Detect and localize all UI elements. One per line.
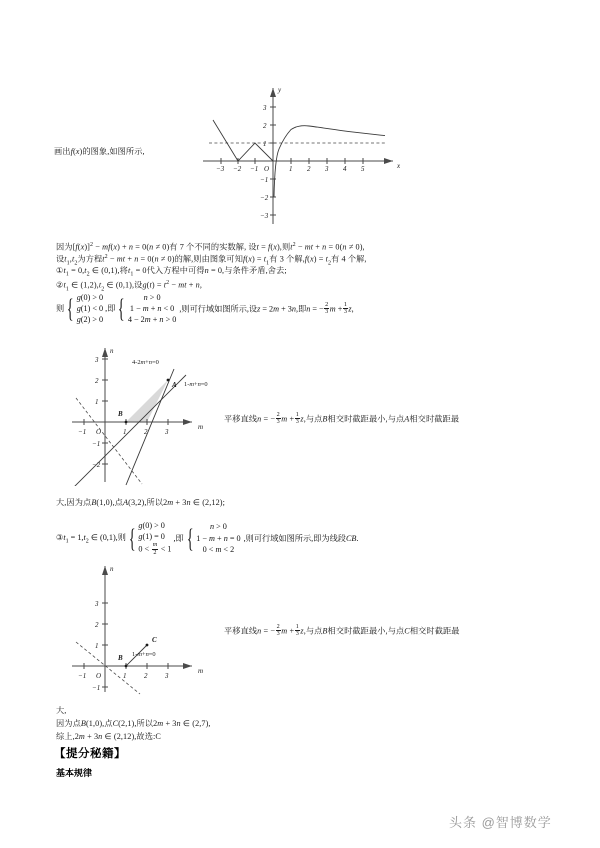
body-line-2: 设$t_1,t_2$为方程$t^2$ − mt + n = 0(n ≠ 0)的解,则由图象可知$f(x) = t_1$有 3 个解$,f(x) = t_2$有 4 个解,: [56, 254, 367, 267]
body-line-1: 因为$[f(x)]^2 - mf(x) + n = 0(n \ne 0)$有 7 个不同的实数解, 设t = f(x),则$t^2$ − mt + n = 0(n ≠ 0),: [56, 242, 365, 252]
svg-text:−1: −1: [78, 672, 87, 680]
shift-note-2: 平移直线n = − $\frac{2}{3}$ m + $\frac{1}{3}$ z,与点B相交时截距最小,与点C相交时截距最: [224, 623, 460, 638]
svg-text:−1: −1: [92, 440, 101, 448]
svg-text:2: 2: [144, 428, 148, 436]
svg-text:1: 1: [289, 165, 293, 173]
system-1-left: g(0) > 0 g(1) < 0 g(2) > 0: [76, 293, 104, 325]
watermark: 头条 @智博数学: [449, 815, 552, 830]
brace-left-4: {: [186, 523, 194, 553]
svg-text:O: O: [96, 428, 102, 436]
svg-text:B: B: [118, 410, 123, 418]
svg-text:2: 2: [263, 122, 267, 130]
svg-text:−1: −1: [260, 176, 269, 184]
svg-text:3: 3: [95, 356, 99, 364]
svg-text:x: x: [397, 162, 401, 170]
body-line-6: 大,因为点B(1,0),点A(3,2),所以2m + 3n ∈ (2,12);: [56, 498, 225, 507]
svg-text:3: 3: [95, 600, 99, 608]
body-line-3: $①t_1 = 0,t_2$ ∈ (0,1),将$t_1 = 0$代入方程中可得n = 0,与条件矛盾,舍去;: [56, 266, 287, 278]
body-line-4: $②t_1$ ∈ $(1,2),t_2$ ∈ (0,1),设$g(t) = t^2$ − mt + n,: [56, 280, 202, 293]
body-line-10: 综上,2m + 3n ∈ (2,12),故选:C: [56, 732, 161, 741]
svg-text:1: 1: [123, 672, 127, 680]
system-1-right: n > 0 1 − m + n < 0 4 − 2m + n > 0: [127, 293, 177, 325]
body-line-9: 因为点B(1,0),点C(2,1),所以2m + 3n ∈ (2,7),: [56, 719, 211, 728]
svg-text:1-m+n=0: 1-m+n=0: [132, 651, 156, 658]
svg-text:y: y: [278, 86, 282, 94]
svg-text:1: 1: [123, 428, 127, 436]
body-line-8: 大,: [56, 706, 67, 715]
svg-text:m: m: [198, 667, 204, 675]
system-1-group: 则 { g(0) > 0 g(1) < 0 g(2) > 0 ,即 { n > 0 1 − m + n < 0 4 − 2m + n > 0 ,则可行域如图所示,设z = 2m + 3n,即n = − $\frac{2}{3}$ m + $\frac{1}{3}$ z,: [56, 293, 354, 325]
svg-text:2: 2: [307, 165, 311, 173]
system-2-group: $③t_1 = 1,t_2$ ∈ (0,1),则 { g(0) > 0 g(1) = 0 0 < $\frac{m}{2}$ < 1 ,即 { n > 0 1 − m + n = 0 0 < m < 2 ,则可行域如图所示,即为线段CB.: [56, 521, 359, 556]
chart-fx-graph: [185, 72, 410, 232]
svg-text:−3: −3: [216, 165, 225, 173]
svg-text:−2: −2: [260, 194, 269, 202]
svg-text:1: 1: [263, 140, 267, 148]
svg-text:3: 3: [325, 165, 329, 173]
svg-text:1: 1: [95, 642, 99, 650]
svg-text:1-m+n=0: 1-m+n=0: [184, 381, 208, 388]
svg-text:C: C: [152, 636, 157, 644]
svg-text:B: B: [118, 654, 123, 662]
svg-text:4-2m+n=0: 4-2m+n=0: [132, 359, 159, 366]
tips-title: 【提分秘籍】: [54, 748, 126, 760]
svg-text:n: n: [110, 347, 114, 355]
svg-text:n: n: [110, 565, 114, 573]
svg-text:−1: −1: [250, 165, 259, 173]
svg-text:2: 2: [95, 621, 99, 629]
tips-subtitle: 基本规律: [56, 768, 93, 778]
brace-left-1: {: [67, 294, 74, 324]
brace-left-2: {: [118, 294, 126, 324]
shift-note-1: 平移直线n = − $\frac{2}{3}$ m + $\frac{1}{3}$ z,与点B相交时截距最小,与点A相交时截距最: [224, 411, 460, 426]
svg-text:2: 2: [95, 377, 99, 385]
graph-caption: 画出f(x)的图象,如图所示,: [54, 147, 145, 156]
system-2-left: g(0) > 0 g(1) = 0 0 < $\frac{m}{2}$ < 1: [138, 521, 172, 556]
svg-text:m: m: [198, 423, 204, 431]
svg-text:5: 5: [361, 165, 365, 173]
chart-feasible-region-1: [62, 336, 262, 486]
svg-text:3: 3: [165, 428, 169, 436]
system-2-right: n > 0 1 − m + n = 0 0 < m < 2: [196, 522, 241, 554]
brace-left-3: {: [128, 523, 136, 553]
svg-text:2: 2: [144, 672, 148, 680]
svg-text:−2: −2: [92, 461, 101, 469]
svg-text:3: 3: [263, 104, 267, 112]
svg-text:−3: −3: [260, 212, 269, 220]
svg-text:3: 3: [165, 672, 169, 680]
svg-text:1: 1: [95, 398, 99, 406]
svg-text:−1: −1: [78, 428, 87, 436]
svg-text:4: 4: [343, 165, 347, 173]
svg-text:−2: −2: [233, 165, 242, 173]
svg-text:O: O: [264, 165, 270, 173]
svg-text:A: A: [172, 381, 177, 389]
svg-text:O: O: [96, 672, 102, 680]
svg-text:−1: −1: [92, 684, 101, 692]
